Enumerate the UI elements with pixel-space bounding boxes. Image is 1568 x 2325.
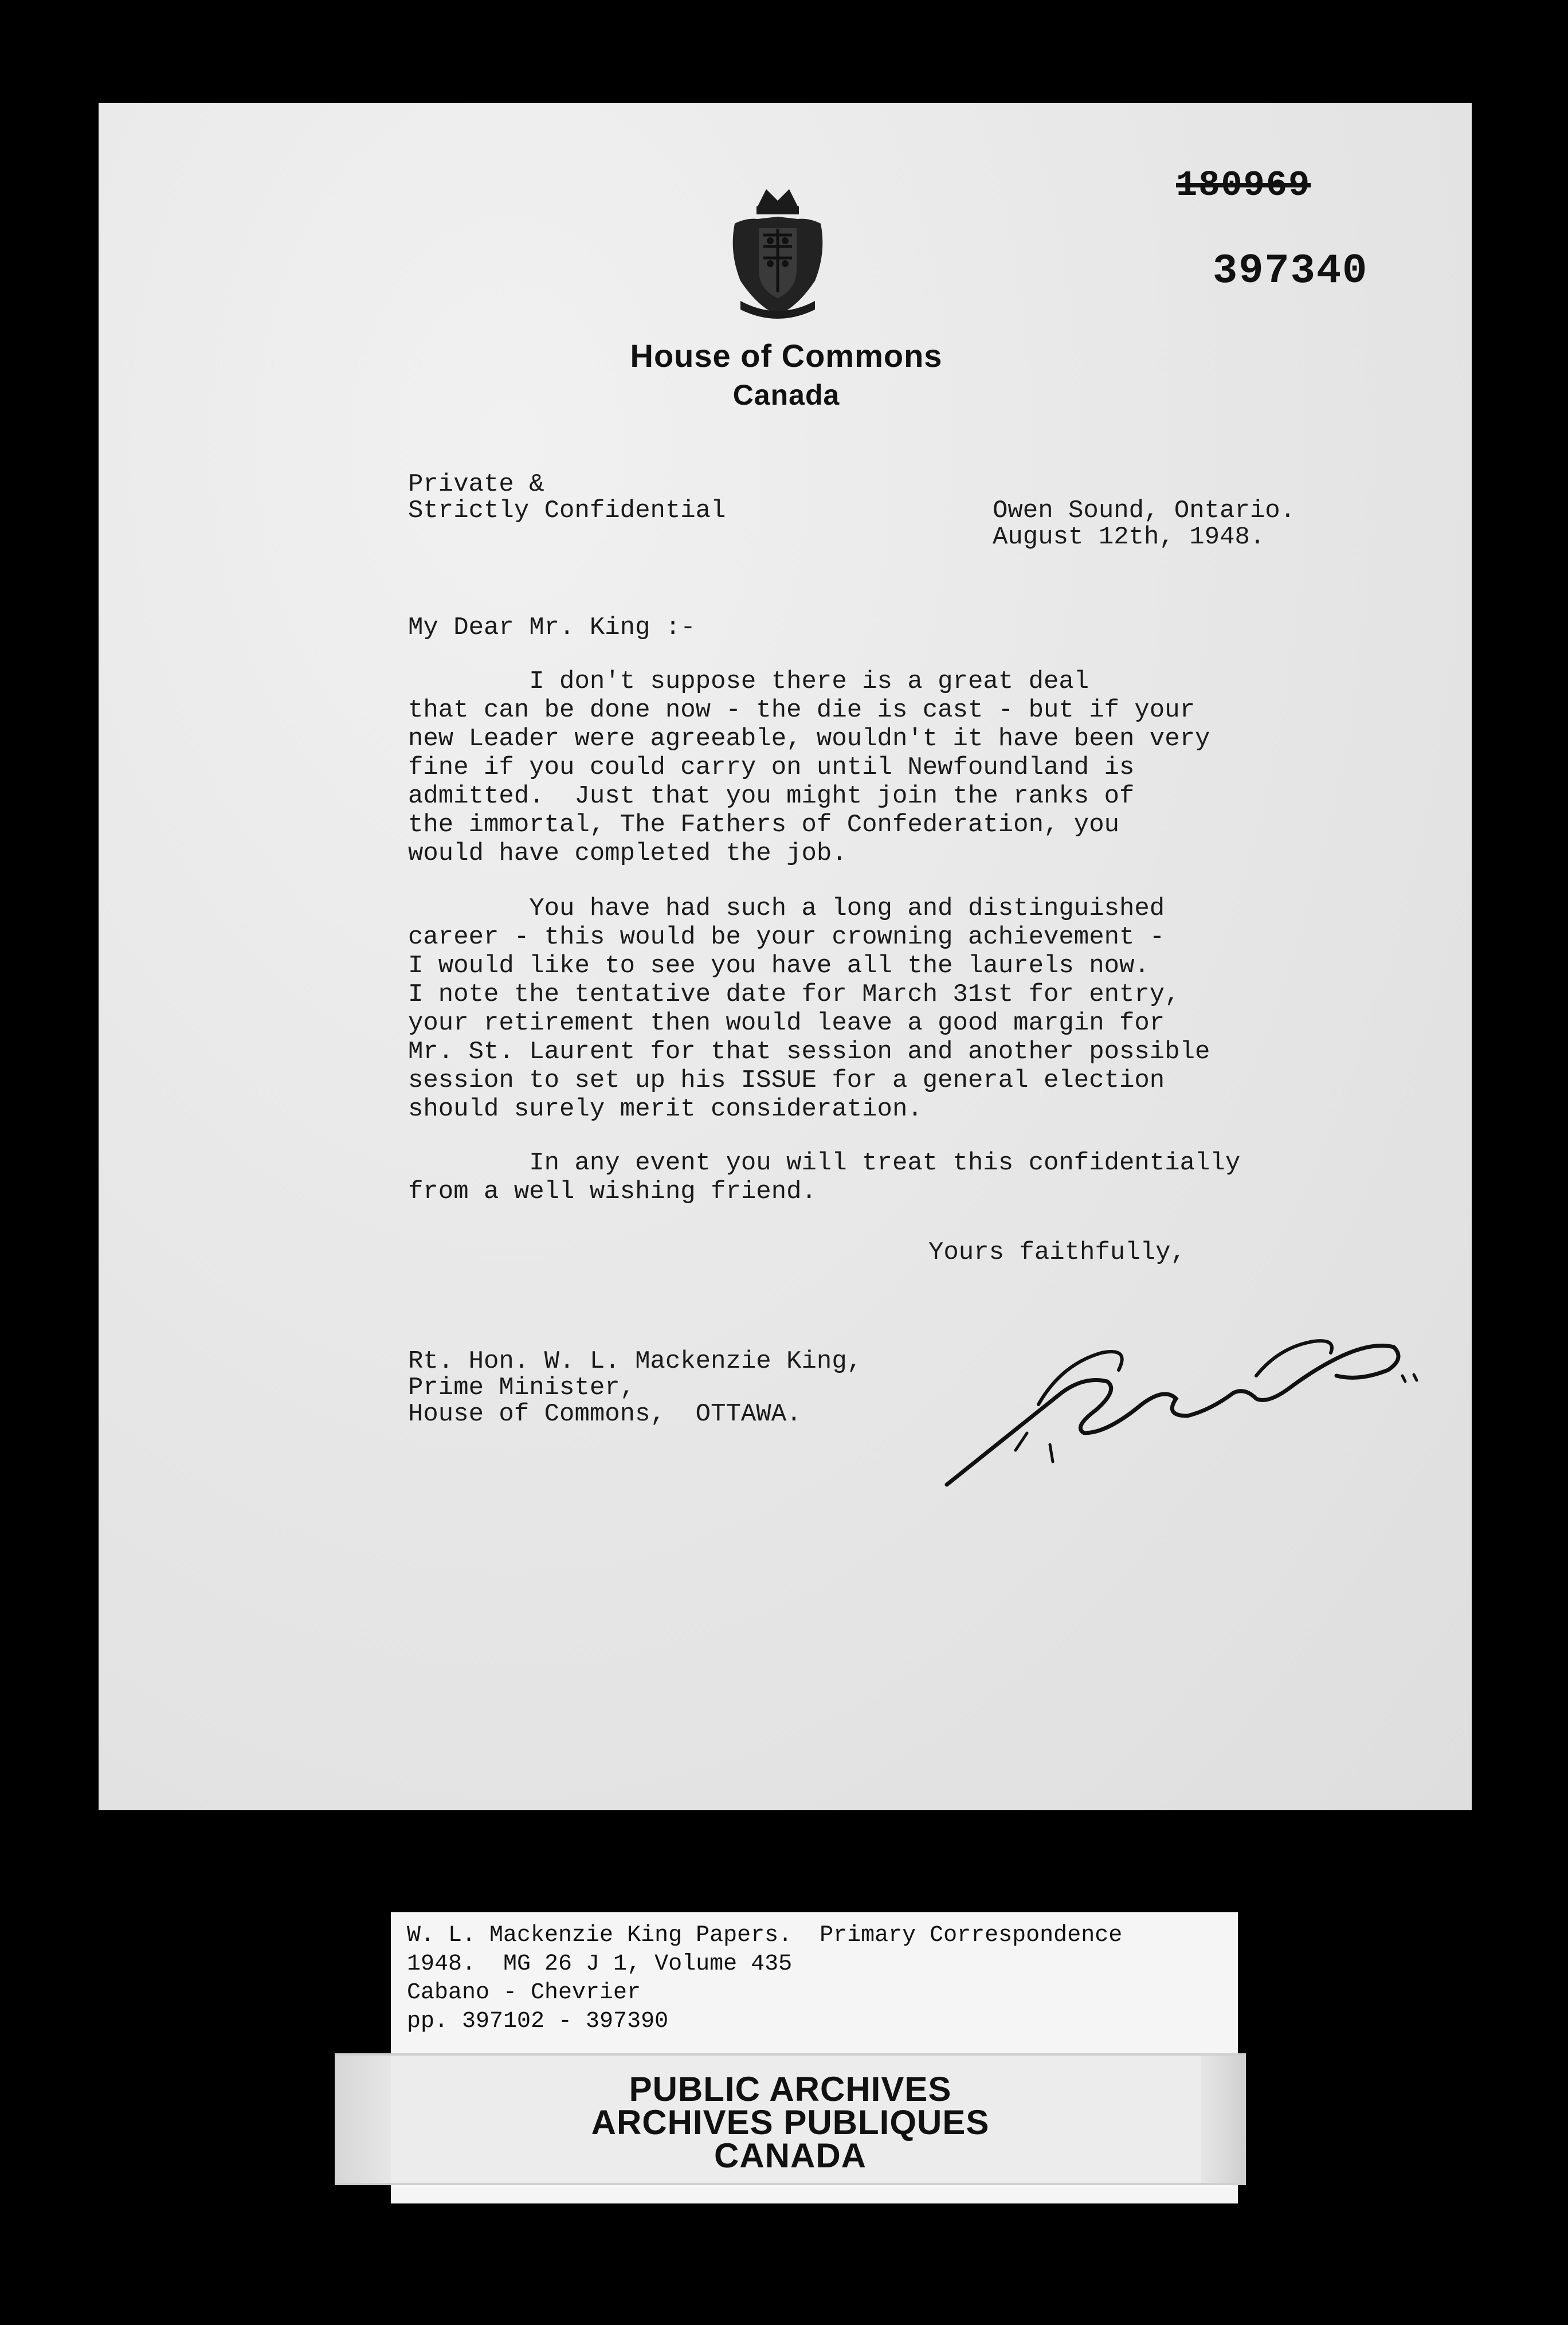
archive-number-stamp: 397340 (1213, 248, 1369, 295)
archive-stamp-line-1: PUBLIC ARCHIVES (629, 2070, 952, 2108)
public-archives-stamp (335, 2053, 1246, 2185)
letter-date: August 12th, 1948. (993, 523, 1265, 551)
paragraph-2-line: session to set up his ISSUE for a general election (408, 1066, 1165, 1095)
paragraph-2-line: your retirement then would leave a good margin for (408, 1009, 1165, 1038)
salutation: My Dear Mr. King :- (408, 613, 696, 642)
paragraph-3-line: from a well wishing friend. (408, 1177, 817, 1206)
paragraph-1-line: that can be done now - the die is cast - but if your (408, 696, 1195, 725)
closing: Yours faithfully, (928, 1238, 1186, 1267)
paragraph-2 (408, 894, 1210, 1124)
letterhead-title: House of Commons (630, 338, 943, 374)
archive-stamp-line-3: CANADA (714, 2136, 867, 2175)
privacy-note-line-1: Private & (408, 470, 544, 499)
recipient-title: Prime Minister, (408, 1373, 636, 1402)
paragraph-2-line: should surely merit consideration. (408, 1095, 923, 1124)
paragraph-2-line: career - this would be your crowning achievement - (408, 923, 1165, 952)
catalog-line-collection: W. L. Mackenzie King Papers. Primary Correspondence (407, 1923, 1123, 1948)
paragraph-2-line: Mr. St. Laurent for that session and another possible (408, 1038, 1210, 1066)
paragraph-1-line: would have completed the job. (408, 839, 847, 868)
archive-stamp-line-2: ARCHIVES PUBLIQUES (591, 2103, 990, 2142)
paragraph-1-line: I don't suppose there is a great deal (408, 667, 1089, 696)
catalog-line-pages: pp. 397102 - 397390 (407, 2009, 669, 2034)
paragraph-1-line: fine if you could carry on until Newfoundland is (408, 753, 1135, 782)
letter-page (99, 103, 1472, 1810)
paragraph-1-line: admitted. Just that you might join the ranks of (408, 782, 1135, 811)
paragraph-2-line: I would like to see you have all the laurels now. (408, 952, 1150, 980)
letterhead-subtitle: Canada (732, 379, 840, 411)
paragraph-1 (408, 667, 1210, 868)
paragraph-2-line: I note the tentative date for March 31st for entry, (408, 980, 1180, 1009)
paragraph-3-line: In any event you will treat this confidentially (408, 1149, 1241, 1177)
recipient-address: House of Commons, OTTAWA. (408, 1400, 802, 1428)
paragraph-1-line: the immortal, The Fathers of Confederation, you (408, 811, 1120, 839)
letter-place: Owen Sound, Ontario. (993, 496, 1296, 525)
paragraph-3 (408, 1149, 1240, 1206)
paragraph-2-line: You have had such a long and distinguished (408, 894, 1165, 923)
privacy-note-line-2: Strictly Confidential (408, 496, 726, 525)
catalog-line-volume: 1948. MG 26 J 1, Volume 435 (407, 1951, 793, 1977)
handwritten-signature (935, 1290, 1451, 1508)
recipient-name: Rt. Hon. W. L. Mackenzie King, (408, 1347, 863, 1376)
coat-of-arms-emblem (723, 183, 832, 321)
paragraph-1-line: new Leader were agreeable, wouldn't it have been very (408, 725, 1210, 753)
catalog-line-range-names: Cabano - Chevrier (407, 1980, 641, 2006)
crossed-out-archive-number: 180969 (1176, 165, 1311, 206)
